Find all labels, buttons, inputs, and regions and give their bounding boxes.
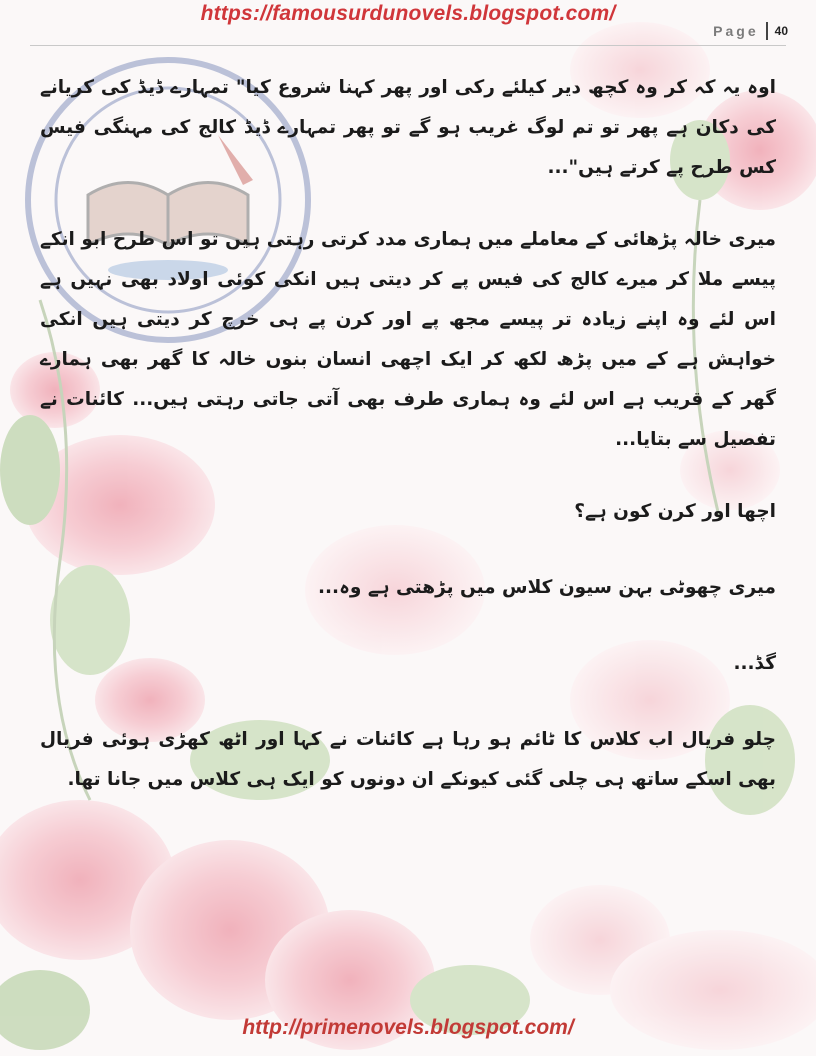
paragraph-4: میری چھوٹی بہن سیون کلاس میں پڑھتی ہے وہ...	[317, 577, 776, 598]
bottom-site-url[interactable]: http://primenovels.blogspot.com/	[242, 1016, 574, 1039]
paragraph-5: گڈ...	[733, 653, 776, 674]
header-divider	[30, 45, 786, 46]
paragraph-3: اچھا اور کرن کون ہے؟	[574, 501, 776, 522]
page-label: Page	[713, 23, 759, 39]
page-separator	[766, 22, 768, 40]
story-body	[40, 68, 776, 800]
page-number: 40	[774, 24, 788, 38]
top-site-url[interactable]: https://famousurdunovels.blogspot.com/	[200, 2, 616, 25]
paragraph-1: اوہ یہ کہ کر وہ کچھ دیر کیلئے رکی اور پھر کہنا شروع کیا" تمہارے ڈیڈ کی کریانے کی دکان ہے پھر تو تم لوگ غریب ہو گے تو پھر تمہارے ڈیڈ کالج کی مہنگی فیس کس طرح پے کرتے ہیں"...	[40, 77, 776, 178]
paragraph-2: میری خالہ پڑھائی کے معاملے میں ہماری مدد کرتی رہتی ہیں تو اس طرح ابو انکے پیسے ملا کر میرے کالج کی فیس پے کر دیتی ہیں انکی کوئی اولاد بھی نہیں ہے اس لئے وہ اپنے زیادہ تر پیسے مجھ پے اور کرن پے ہی خرچ کر دیتی ہیں انکی خواہش ہے کے میں پڑھ لکھ کر ایک اچھی انسان بنوں خالہ کا گھر بھی ہمارے گھر کے قریب ہے اس لئے وہ ہماری طرف بھی آتی جاتی رہتی ہیں... کائنات نے تفصیل سے بتایا...	[40, 229, 776, 450]
paragraph-6: چلو فریال اب کلاس کا ٹائم ہو رہا ہے کائنات نے کہا اور اٹھ کھڑی ہوئی فریال بھی اسکے ساتھ ہی چلی گئی کیونکے ان دونوں کو ایک ہی کلاس میں جانا تھا.	[40, 729, 776, 790]
page-number-header	[713, 22, 788, 40]
